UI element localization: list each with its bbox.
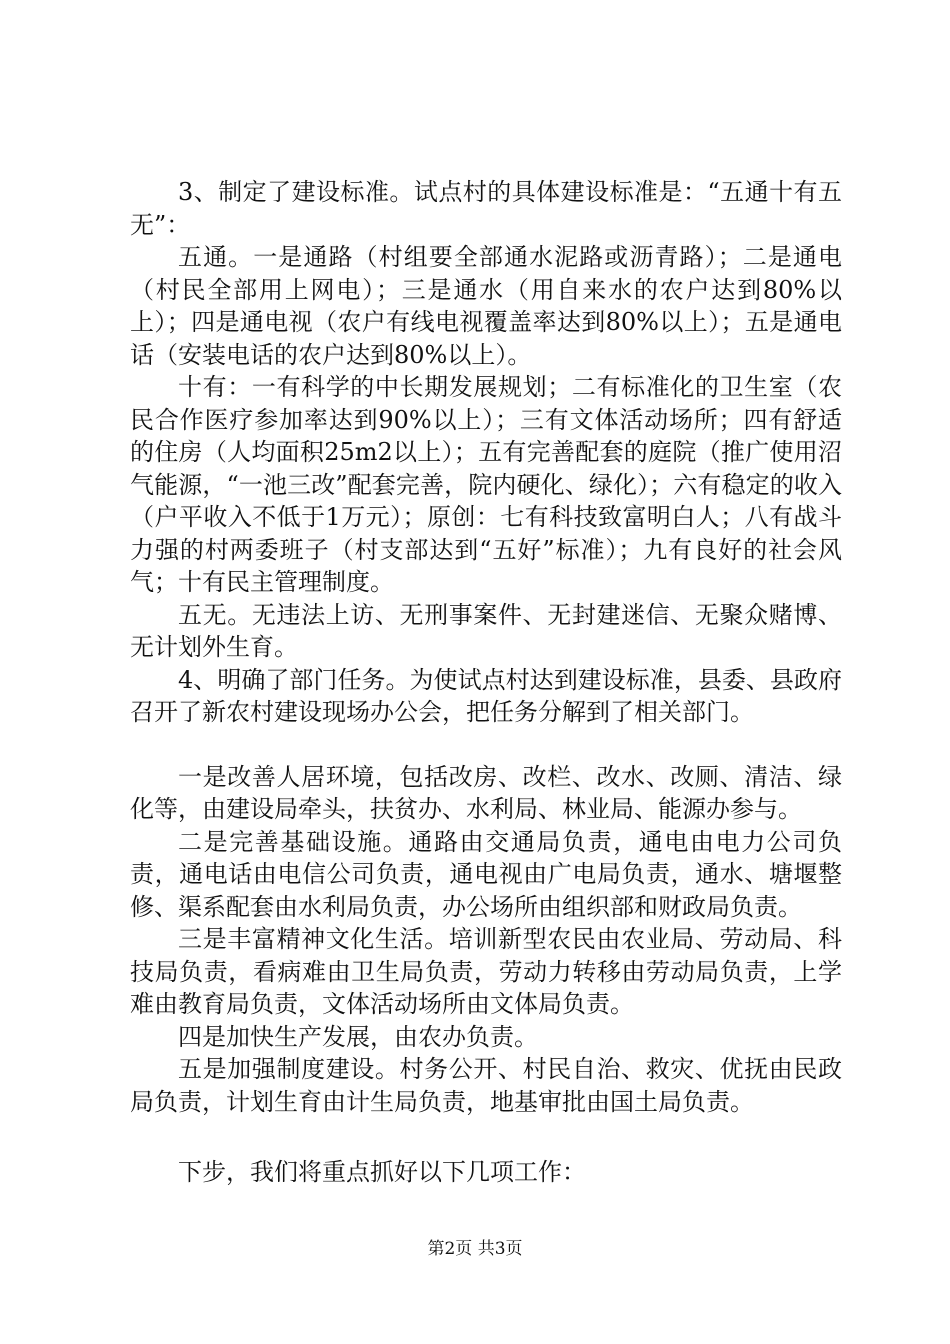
paragraph-department-tasks: 4、明确了部门任务。为使试点村达到建设标准，县委、县政府召开了新农村建设现场办公会，把任务分解到了相关部门。 [130,665,842,726]
paragraph-living-environment: 一是改善人居环境，包括改房、改栏、改水、改厕、清洁、绿化等，由建设局牵头，扶贫办、水利局、林业局、能源办参与。 [130,762,842,823]
paragraph-infrastructure: 二是完善基础设施。通路由交通局负责，通电由电力公司负责，通电话由电信公司负责，通电视由广电局负责，通水、塘堰整修、渠系配套由水利局负责，办公场所由组织部和财政局负责。 [130,827,842,921]
paragraph-next-steps: 下步，我们将重点抓好以下几项工作： [178,1158,586,1186]
document-body [130,176,842,1189]
paragraph-five-connections: 五通。一是通路（村组要全部通水泥路或沥青路）；二是通电（村民全部用上网电）；三是通水（用自来水的农户达到80%以上）；四是通电视（农户有线电视覆盖率达到80%以上）；五是通电话（安装电话的农户达到80%以上）。 [130,243,842,369]
paragraph-five-nones: 五无。无违法上访、无刑事案件、无封建迷信、无聚众赌博、无计划外生育。 [130,600,842,661]
paragraph-institutions: 五是加强制度建设。村务公开、村民自治、救灾、优抚由民政局负责，计划生育由计生局负责，地基审批由国土局负责。 [130,1055,842,1116]
paragraph-production: 四是加快生产发展，由农办负责。 [178,1022,538,1051]
page-footer: 第2页 共3页 [427,1239,523,1259]
paragraph-ten-haves: 十有：一有科学的中长期发展规划；二有标准化的卫生室（农民合作医疗参加率达到90%以上）；三有文体活动场所；四有舒适的住房（人均面积25m2以上）；五有完善配套的庭院（推广使用沼气能源，“一池三改”配套完善，院内硬化、绿化）；六有稳定的收入（户平收入不低于1万元）；原创：七有科技致富明白人；八有战斗力强的村两委班子（村支部达到“五好”标准）；九有良好的社会风气；十有民主管理制度。 [130,373,842,596]
paragraph-cultural-life: 三是丰富精神文化生活。培训新型农民由农业局、劳动局、科技局负责，看病难由卫生局负责，劳动力转移由劳动局负责，上学难由教育局负责，文体活动场所由文体局负责。 [130,925,842,1018]
paragraph-standards: 3、制定了建设标准。试点村的具体建设标准是：“五通十有五无”： [130,178,842,239]
